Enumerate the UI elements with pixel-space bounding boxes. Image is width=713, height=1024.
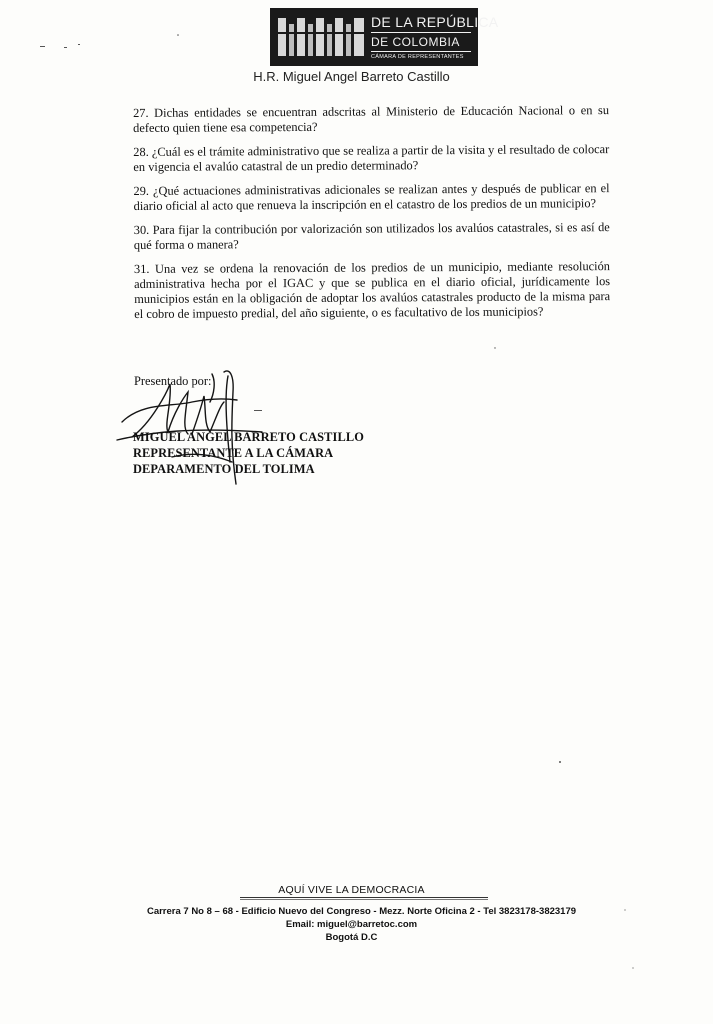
logo-pillars-icon [276,14,368,60]
footer-address: Carrera 7 No 8 – 68 - Edificio Nuevo del Congreso - Mezz. Norte Oficina 2 - Tel 3823178-3823179 [146,906,577,917]
questions-body [133,103,610,331]
signer-title: REPRESENTANTE A LA CÁMARA [133,446,334,460]
presented-by-label: Presentado por: [134,374,212,388]
logo-divider [371,32,471,33]
footer-divider [240,899,488,900]
signer-department: DEPARAMENTO DEL TOLIMA [133,462,315,476]
footer-slogan: AQUÍ VIVE LA DEMOCRACIA [278,884,425,896]
logo-text-colombia: DE COLOMBIA [371,35,460,49]
logo-text-republica: DE LA REPÚBLICA [371,14,499,30]
question-30: 30. Para fijar la contribución por valorización son utilizados los avalúos catastrales, si es así de qué forma o manera? [133,220,610,252]
footer-divider [240,897,488,898]
logo-text-camara: CÁMARA DE REPRESENTANTES [371,54,464,60]
footer-email: Email: miguel@barretoc.com [285,919,418,930]
logo-divider [371,51,471,52]
question-27: 27. Dichas entidades se encuentran adscritas al Ministerio de Educación Nacional o en su defecto quien tiene esa competencia? [133,103,610,135]
signer-name: MIGUEL ANGEL BARRETO CASTILLO [133,430,364,444]
question-28: 28. ¿Cuál es el trámite administrativo que se realiza a partir de la visita y el resultado de colocar en vigencia el avalúo catastral de un predio determinado? [133,142,610,174]
footer-city: Bogotá D.C [325,932,378,943]
question-29: 29. ¿Qué actuaciones administrativas adicionales se realizan antes y después de publicar en el diario oficial al acto que renueva la inscripción en el catastro de los predios de un municipio? [133,181,610,213]
chamber-logo [270,8,499,66]
representative-name-header: H.R. Miguel Angel Barreto Castillo [253,69,450,84]
question-31: 31. Una vez se ordena la renovación de los predios de un municipio, mediante resolución administrativa hecha por el IGAC y que se publica en el diario oficial, jurídicamente los municipios están en la obligación de adoptar los avalúos catastrales producto de la misma para el cobro de impuesto predial, del año siguiente, o es facultativo de los municipios? [133,259,611,321]
